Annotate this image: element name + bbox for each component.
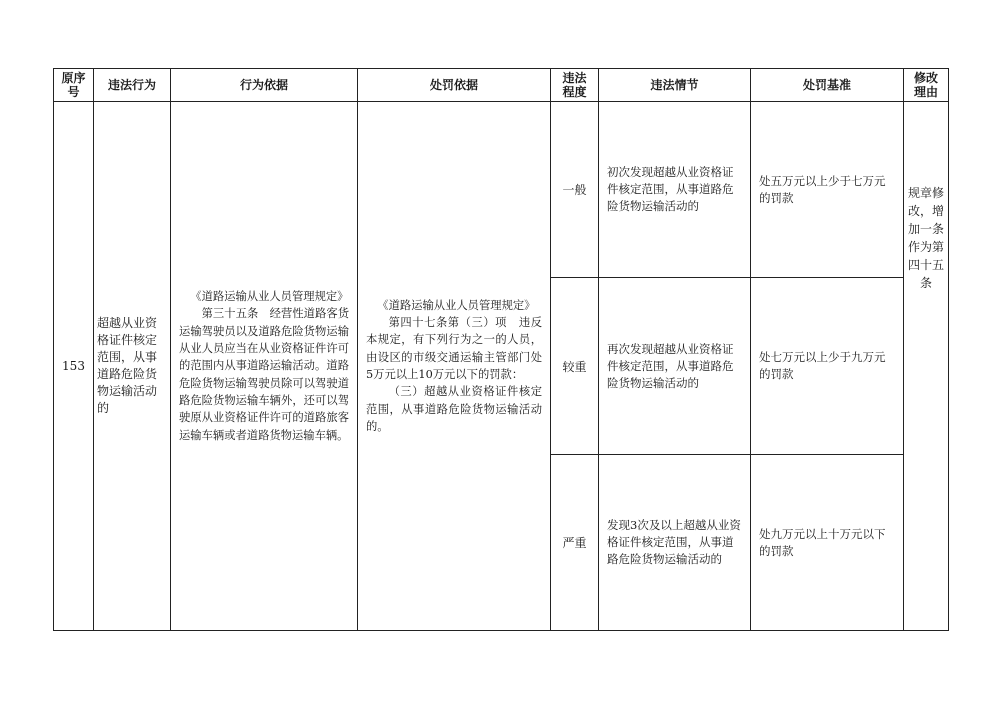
degree-severe: 严重 — [551, 455, 599, 631]
standard-general-cell — [751, 102, 904, 278]
standard-severe: 处九万元以上十万元以下的罚款 — [759, 526, 886, 558]
penalty-basis-title: 《道路运输从业人员管理规定》 — [377, 298, 536, 312]
penalty-table — [53, 68, 949, 631]
header-penalty-basis: 处罚依据 — [358, 69, 551, 102]
header-degree: 违法程度 — [551, 69, 599, 102]
standard-severe-cell — [751, 455, 904, 631]
degree-general: 一般 — [551, 102, 599, 278]
standard-general: 处五万元以上少于七万元的罚款 — [759, 173, 886, 205]
header-standard: 处罚基准 — [751, 69, 904, 102]
header-seq: 原序号 — [54, 69, 94, 102]
header-basis: 行为依据 — [171, 69, 358, 102]
penalty-basis-cell — [358, 102, 551, 631]
standard-serious-cell — [751, 278, 904, 455]
penalty-basis-body: 第四十七条第（三）项 违反本规定，有下列行为之一的人员，由设区的市级交通运输主管部门处5万元以上10万元以下的罚款： — [366, 316, 542, 381]
basis-cell — [171, 102, 358, 631]
header-circumstance: 违法情节 — [599, 69, 751, 102]
circumstance-severe-cell — [599, 455, 751, 631]
basis-body: 第三十五条 经营性道路客货运输驾驶员以及道路危险货物运输从业人员应当在从业资格证件许可的范围内从事道路运输活动。道路危险货物运输驾驶员除可以驾驶道路危险货物运输车辆外，还可以驾驶原从业资格证件许可的道路旅客运输车辆或者道路货物运输车辆。 — [179, 307, 349, 442]
standard-serious: 处七万元以上少于九万元的罚款 — [759, 350, 886, 381]
header-behavior: 违法行为 — [94, 69, 171, 102]
penalty-basis-item: （三）超越从业资格证件核定范围，从事道路危险货物运输活动的。 — [366, 385, 542, 433]
basis-title: 《道路运输从业人员管理规定》 — [190, 290, 349, 304]
circumstance-severe: 发现3次及以上超越从业资格证件核定范围，从事道路危险货物运输活动的 — [607, 518, 741, 566]
seq-cell: 153 — [54, 102, 94, 631]
header-reason: 修改理由 — [904, 69, 949, 102]
circumstance-serious: 再次发现超越从业资格证件核定范围，从事道路危险货物运输活动的 — [607, 341, 734, 390]
behavior-text: 超越从业资格证件核定范围，从事道路危险货物运输活动的 — [97, 316, 158, 415]
degree-serious: 较重 — [551, 278, 599, 455]
circumstance-serious-cell — [599, 278, 751, 455]
reason-text: 规章修改，增加一条作为第四十五条 — [907, 186, 944, 290]
table-row — [54, 102, 949, 278]
circumstance-general-cell — [599, 102, 751, 278]
behavior-cell — [94, 102, 171, 631]
header-row — [54, 69, 949, 102]
reason-cell — [904, 102, 949, 631]
circumstance-general: 初次发现超越从业资格证件核定范围，从事道路危险货物运输活动的 — [607, 165, 734, 213]
